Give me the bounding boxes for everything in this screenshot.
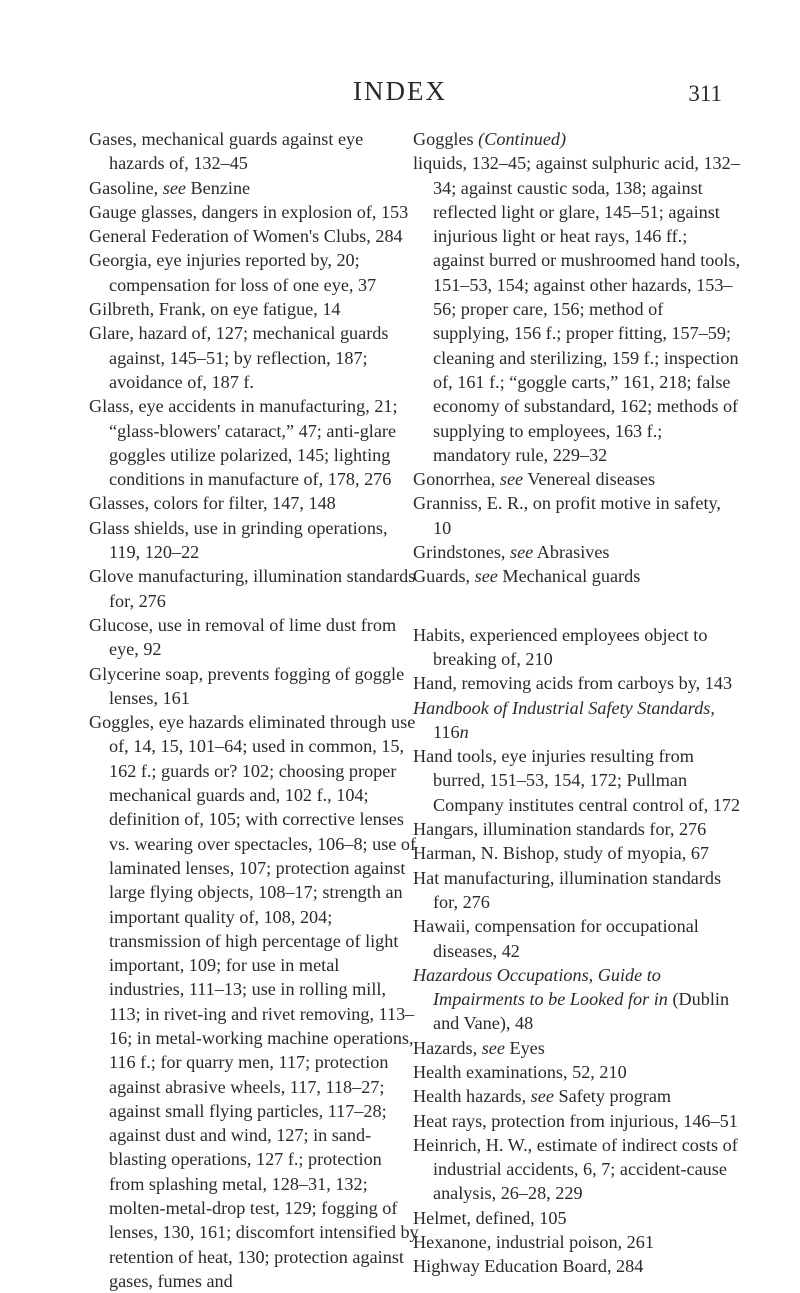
index-entry: Heinrich, H. W., estimate of indirect costs of industrial accidents, 6, 7; accident-cause analysis, 26–28, 229	[413, 1134, 738, 1204]
index-entry: Handbook of Industrial Safety Standards, 116n	[413, 697, 715, 742]
index-entry: Gauge glasses, dangers in explosion of, 153	[89, 201, 409, 222]
index-entry: Gasoline, see Benzine	[89, 177, 251, 198]
running-head: INDEX	[353, 76, 447, 106]
index-entry: Goggles (Continued)	[413, 129, 567, 149]
index-entry: Glass, eye accidents in manufacturing, 21; “glass-blowers' cataract,” 47; anti-glare goggles utilize polarized, 145; lighting conditions in manufacture of, 178, 276	[89, 396, 398, 490]
index-entry: liquids, 132–45; against sulphuric acid, 132–34; against caustic soda, 138; against reflected light or glare, 145–51; against injurious light or heat rays, 146 ff.; against burred or mushroomed hand tools, 151–53, 154; against other hazards, 153–56; proper care, 156; method of supplying, 156 f.; proper fitting, 157–59; cleaning and sterilizing, 159 f.; inspection of, 161 f.; “goggle carts,” 161, 218; false economy of substandard, 162; methods of supplying to employees, 163 f.; mandatory rule, 229–32	[413, 153, 741, 465]
index-entry: Hangars, illumination standards for, 276	[413, 819, 707, 840]
index-entry: Glasses, colors for filter, 147, 148	[89, 493, 336, 514]
index-entry: Hat manufacturing, illumination standards for, 276	[413, 867, 722, 912]
index-entry: Health hazards, see Safety program	[413, 1086, 672, 1107]
index-entry: Glucose, use in removal of lime dust from eye, 92	[89, 614, 397, 660]
index-entry: Hazards, see Eyes	[413, 1037, 545, 1058]
index-entry: General Federation of Women's Clubs, 284	[89, 226, 403, 247]
index-entry: Health examinations, 52, 210	[413, 1061, 627, 1082]
index-entry: Habits, experienced employees object to breaking of, 210	[413, 624, 708, 669]
index-entry: Hexanone, industrial poison, 261	[413, 1232, 654, 1253]
index-entry: Georgia, eye injuries reported by, 20; compensation for loss of one eye, 37	[89, 250, 377, 295]
index-entry: Gases, mechanical guards against eye hazards of, 132–45	[89, 129, 364, 174]
index-entry: Glycerine soap, prevents fogging of goggle lenses, 161	[89, 663, 405, 708]
index-entry: Hand, removing acids from carboys by, 143	[413, 673, 733, 694]
page-header	[0, 76, 800, 116]
index-entry: Highway Education Board, 284	[413, 1256, 644, 1277]
index-entry: Gilbreth, Frank, on eye fatigue, 14	[89, 299, 341, 320]
index-entry: Heat rays, protection from injurious, 146–51	[413, 1110, 738, 1131]
index-entry: Glare, hazard of, 127; mechanical guards against, 145–51; by reflection, 187; avoidance of, 187 f.	[89, 323, 389, 392]
index-column-right	[413, 127, 743, 1279]
section-divider	[413, 589, 743, 623]
index-entry: Hazardous Occupations, Guide to Impairments to be Looked for in (Dublin and Vane), 48	[413, 964, 730, 1034]
index-entry: Guards, see Mechanical guards	[413, 566, 641, 587]
index-entry: Granniss, E. R., on profit motive in safety, 10	[413, 493, 721, 538]
index-entry: Grindstones, see Abrasives	[413, 542, 610, 563]
index-entry: Gonorrhea, see Venereal diseases	[413, 469, 656, 490]
index-column-left	[89, 127, 419, 1293]
index-entry: Hand tools, eye injuries resulting from burred, 151–53, 154, 172; Pullman Company institutes central control of, 172	[413, 746, 741, 815]
index-entry: Helmet, defined, 105	[413, 1207, 567, 1228]
index-entry: Harman, N. Bishop, study of myopia, 67	[413, 843, 710, 864]
index-entry: Goggles, eye hazards eliminated through use of, 14, 15, 101–64; used in common, 15, 162 f.; guards or? 102; choosing proper mechanical guards and, 102 f., 104; definition of, 105; with corrective lenses vs. wearing over spectacles, 106–8; use of laminated lenses, 107; protection against large flying objects, 108–17; strength an important quality of, 108, 204; transmission of high percentage of light important, 109; for use in metal industries, 111–13; use in rolling mill, 113; in rivet-ing and rivet removing, 113–16; in metal-working machine operations, 116 f.; for quarry men, 117; protection against abrasive wheels, 117, 118–27; against small flying particles, 117–28; against dust and wind, 127; in sand-blasting operations, 127 f.; protection from splashing metal, 128–31, 132; molten-metal-drop test, 129; fogging of lenses, 130, 161; discomfort intensified by retention of heat, 130; protection against gases, fumes and	[89, 712, 419, 1291]
page-number: 311	[688, 81, 722, 106]
index-entry: Glass shields, use in grinding operations, 119, 120–22	[89, 517, 388, 563]
index-entry: Glove manufacturing, illumination standards for, 276	[89, 566, 416, 611]
index-entry: Hawaii, compensation for occupational diseases, 42	[413, 916, 699, 961]
